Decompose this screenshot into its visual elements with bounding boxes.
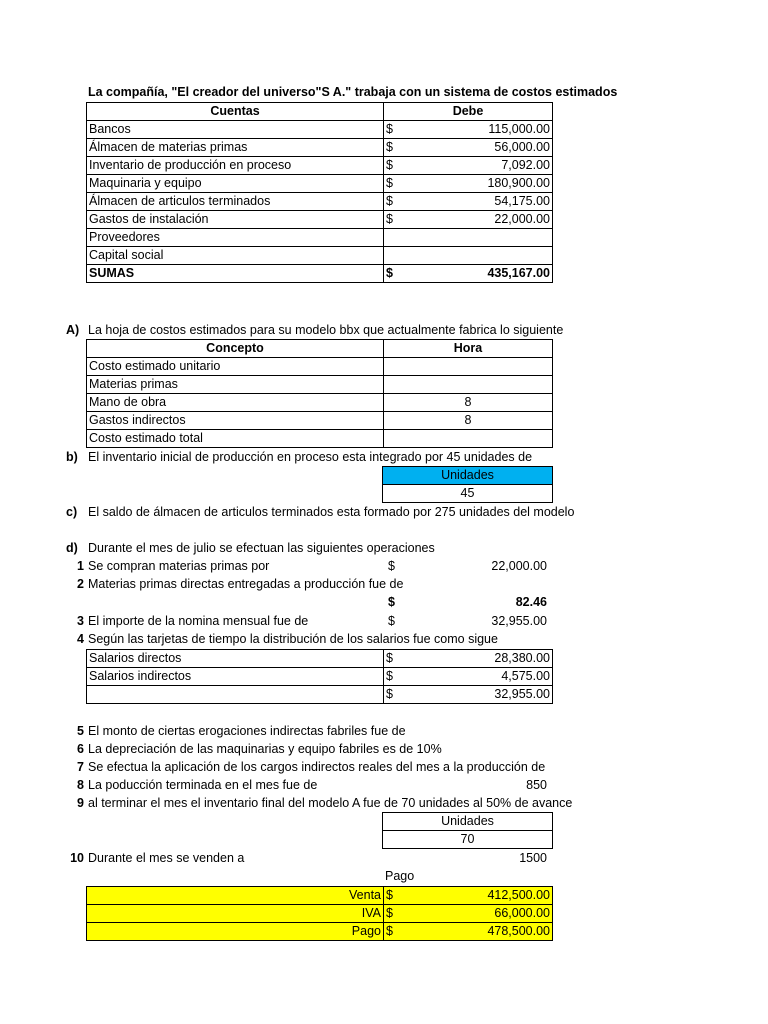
hours-cell[interactable] (384, 376, 553, 394)
hours-cell[interactable] (384, 358, 553, 376)
concept-cell[interactable]: Costo estimado total (87, 430, 384, 448)
section-a-marker: A) (66, 323, 80, 337)
totals-row (87, 265, 553, 283)
item-number: 3 (77, 614, 84, 628)
table-row (87, 412, 553, 430)
section-d-text: Durante el mes de julio se efectuan las siguientes operaciones (88, 541, 435, 555)
hours-cell[interactable] (384, 430, 553, 448)
header-cuentas: Cuentas (87, 103, 384, 121)
item-1-text: Se compran materias primas por (88, 559, 270, 573)
section-c-text: El saldo de álmacen de articulos terminados esta formado por 275 unidades del modelo (88, 505, 575, 519)
sumas-label[interactable]: SUMAS (87, 265, 384, 283)
header-debe: Debe (384, 103, 553, 121)
item-number: 9 (77, 796, 84, 810)
salary-amount[interactable]: $ 4,575.00 (384, 668, 553, 686)
item-8-value[interactable]: 850 (526, 778, 547, 792)
amount-cell[interactable]: $ 180,900.00 (384, 175, 553, 193)
item-6-text: La depreciación de las maquinarias y equipo fabriles es de 10% (88, 742, 442, 756)
account-cell[interactable]: Maquinaria y equipo (87, 175, 384, 193)
table-row (87, 650, 553, 668)
table-row (87, 668, 553, 686)
table-row (87, 358, 553, 376)
item-number: 6 (77, 742, 84, 756)
concept-cell[interactable]: Gastos indirectos (87, 412, 384, 430)
item-number: 4 (77, 632, 84, 646)
item-2-text: Materias primas directas entregadas a producción fue de (88, 577, 404, 591)
section-a-text: La hoja de costos estimados para su modelo bbx que actualmente fabrica lo siguiente (88, 323, 564, 337)
salary-amount[interactable]: $ 32,955.00 (384, 686, 553, 704)
item-1-currency: $ (388, 559, 395, 573)
item-3-text: El importe de la nomina mensual fue de (88, 614, 309, 628)
table-row (87, 211, 553, 229)
table-row (87, 394, 553, 412)
salary-label[interactable]: Salarios indirectos (87, 668, 384, 686)
table-row (87, 139, 553, 157)
amount-cell[interactable]: $ 22,000.00 (384, 211, 553, 229)
hours-cell[interactable]: 8 (384, 412, 553, 430)
amount-cell[interactable]: $ 56,000.00 (384, 139, 553, 157)
item-9-text: al terminar el mes el inventario final del modelo A fue de 70 unidades al 50% de avance (88, 796, 573, 810)
item-8-text: La poducción terminada en el mes fue de (88, 778, 318, 792)
pago-label: Pago (385, 869, 415, 883)
table-row (87, 175, 553, 193)
header-concepto: Concepto (87, 340, 384, 358)
units-header[interactable]: Unidades (383, 467, 553, 485)
units-b-table (382, 466, 553, 503)
salary-label[interactable] (87, 686, 384, 704)
item-7-text: Se efectua la aplicación de los cargos indirectos reales del mes a la producción de (88, 760, 546, 774)
account-cell[interactable]: Bancos (87, 121, 384, 139)
pago-row-amount[interactable]: $ 478,500.00 (384, 923, 553, 941)
account-cell[interactable]: Inventario de producción en proceso (87, 157, 384, 175)
table-row (87, 376, 553, 394)
item-number: 8 (77, 778, 84, 792)
item-4-text: Según las tarjetas de tiempo la distribución de los salarios fue como sigue (88, 632, 498, 646)
account-cell[interactable]: Proveedores (87, 229, 384, 247)
pago-row-amount[interactable]: $ 412,500.00 (384, 887, 553, 905)
salarios-table (86, 649, 553, 704)
amount-cell[interactable]: $ 54,175.00 (384, 193, 553, 211)
account-cell[interactable]: Capital social (87, 247, 384, 265)
item-number: 7 (77, 760, 84, 774)
concept-cell[interactable]: Mano de obra (87, 394, 384, 412)
item-5-text: El monto de ciertas erogaciones indirectas fabriles fue de (88, 724, 406, 738)
table-row (87, 121, 553, 139)
account-cell[interactable]: Álmacen de materias primas (87, 139, 384, 157)
item-2-currency: $ (388, 595, 395, 609)
table-row (87, 157, 553, 175)
section-b-text: El inventario inicial de producción en proceso esta integrado por 45 unidades de (88, 450, 533, 464)
item-2-amount[interactable]: 82.46 (515, 595, 547, 609)
amount-cell[interactable]: $ 7,092.00 (384, 157, 553, 175)
concept-cell[interactable]: Materias primas (87, 376, 384, 394)
units-final-value[interactable]: 70 (383, 831, 553, 849)
pago-row-label[interactable]: Venta (87, 887, 384, 905)
item-number: 10 (70, 851, 84, 865)
amount-cell[interactable] (384, 247, 553, 265)
pago-row-label[interactable]: IVA (87, 905, 384, 923)
table-row (87, 430, 553, 448)
item-1-amount[interactable]: 22,000.00 (491, 559, 547, 573)
table-row (87, 229, 553, 247)
account-cell[interactable]: Gastos de instalación (87, 211, 384, 229)
units-final-table (382, 812, 553, 849)
pago-table (86, 886, 553, 941)
concept-cell[interactable]: Costo estimado unitario (87, 358, 384, 376)
item-10-text: Durante el mes se venden a (88, 851, 245, 865)
item-3-amount[interactable]: 32,955.00 (491, 614, 547, 628)
pago-row-amount[interactable]: $ 66,000.00 (384, 905, 553, 923)
salary-label[interactable]: Salarios directos (87, 650, 384, 668)
units-value[interactable]: 45 (383, 485, 553, 503)
table-row (87, 887, 553, 905)
section-d-marker: d) (66, 541, 78, 555)
intro-text: La compañía, "El creador del universo"S A." trabaja con un sistema de costos estimados (88, 85, 618, 99)
section-b-marker: b) (66, 450, 78, 464)
salary-amount[interactable]: $ 28,380.00 (384, 650, 553, 668)
table-row (87, 905, 553, 923)
units-final-header[interactable]: Unidades (383, 813, 553, 831)
sumas-amount[interactable]: $ 435,167.00 (384, 265, 553, 283)
hours-cell[interactable]: 8 (384, 394, 553, 412)
item-number: 1 (77, 559, 84, 573)
item-number: 2 (77, 577, 84, 591)
amount-cell[interactable]: $ 115,000.00 (384, 121, 553, 139)
table-row (87, 686, 553, 704)
item-10-value[interactable]: 1500 (519, 851, 547, 865)
table-row (87, 247, 553, 265)
cuentas-table (86, 102, 553, 283)
table-row (87, 193, 553, 211)
account-cell[interactable]: Álmacen de articulos terminados (87, 193, 384, 211)
item-number: 5 (77, 724, 84, 738)
header-hora: Hora (384, 340, 553, 358)
concepto-table (86, 339, 553, 448)
amount-cell[interactable] (384, 229, 553, 247)
pago-row-label[interactable]: Pago (87, 923, 384, 941)
item-3-currency: $ (388, 614, 395, 628)
table-row (87, 923, 553, 941)
section-c-marker: c) (66, 505, 78, 519)
